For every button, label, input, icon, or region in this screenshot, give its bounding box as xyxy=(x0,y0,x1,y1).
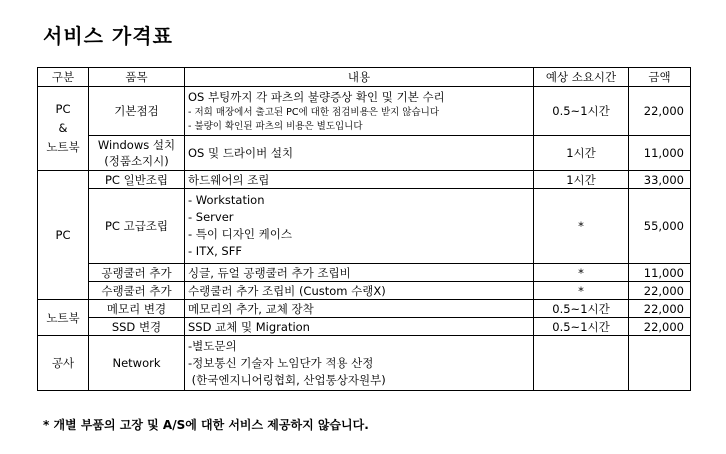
table-row xyxy=(38,336,691,391)
content-cell: OS 및 드라이버 설치 xyxy=(185,136,534,171)
item-cell: 메모리 변경 xyxy=(89,300,185,318)
page-title: 서비스 가격표 xyxy=(43,24,173,48)
group-pc: PC xyxy=(38,171,89,300)
content-cell: 메모리의 추가, 교체 장착 xyxy=(185,300,534,318)
time-cell: 0.5~1시간 xyxy=(534,87,629,136)
price-cell: 33,000 xyxy=(629,171,691,189)
item-cell: PC 고급조립 xyxy=(89,189,185,264)
group-label-line: PC xyxy=(55,102,71,116)
table-row xyxy=(38,171,691,189)
header-item: 품목 xyxy=(89,68,185,87)
table-row xyxy=(38,300,691,318)
content-cell xyxy=(185,87,534,136)
time-cell: 1시간 xyxy=(534,136,629,171)
content-cell: 수랭쿨러 추가 조립비 (Custom 수랭X) xyxy=(185,282,534,300)
table-row xyxy=(38,136,691,171)
item-cell: Network xyxy=(89,336,185,391)
group-label-line: & xyxy=(58,121,68,135)
price-cell: 11,000 xyxy=(629,136,691,171)
item-cell: 공랭쿨러 추가 xyxy=(89,264,185,282)
price-cell: 22,000 xyxy=(629,318,691,336)
header-category: 구분 xyxy=(38,68,89,87)
content-line: - Server xyxy=(188,210,234,224)
table-row xyxy=(38,189,691,264)
content-cell xyxy=(185,336,534,391)
content-cell xyxy=(185,189,534,264)
content-line: - ITX, SFF xyxy=(188,244,242,258)
price-cell: 22,000 xyxy=(629,282,691,300)
content-line: - 특이 디자인 케이스 xyxy=(188,227,292,241)
item-cell: 기본점검 xyxy=(89,87,185,136)
group-notebook: 노트북 xyxy=(38,300,89,336)
item-line: (정품소지시) xyxy=(104,154,169,168)
group-label-line: 노트북 xyxy=(46,140,80,154)
price-cell: 11,000 xyxy=(629,264,691,282)
group-construction: 공사 xyxy=(38,336,89,391)
price-cell: 22,000 xyxy=(629,300,691,318)
time-cell: * xyxy=(534,189,629,264)
time-cell: 0.5~1시간 xyxy=(534,300,629,318)
table-row xyxy=(38,282,691,300)
time-cell: * xyxy=(534,264,629,282)
price-cell: 55,000 xyxy=(629,189,691,264)
content-note: - 저희 매장에서 출고된 PC에 대한 점검비용은 받지 않습니다 xyxy=(188,106,440,118)
time-cell: 1시간 xyxy=(534,171,629,189)
item-cell xyxy=(89,136,185,171)
header-content: 내용 xyxy=(185,68,534,87)
table-row xyxy=(38,87,691,136)
time-cell xyxy=(534,336,629,391)
content-line: (한국엔지니어링협회, 산업통상자원부) xyxy=(188,372,386,387)
header-price: 금액 xyxy=(629,68,691,87)
time-cell: * xyxy=(534,282,629,300)
content-line: -정보통신 기술자 노임단가 적용 산정 xyxy=(188,355,374,370)
price-table xyxy=(37,67,691,391)
item-cell: 수랭쿨러 추가 xyxy=(89,282,185,300)
item-cell: SSD 변경 xyxy=(89,318,185,336)
item-line: Windows 설치 xyxy=(97,138,176,152)
header-time: 예상 소요시간 xyxy=(534,68,629,87)
item-cell: PC 일반조립 xyxy=(89,171,185,189)
content-cell: SSD 교체 및 Migration xyxy=(185,318,534,336)
footnote: * 개별 부품의 고장 및 A/S에 대한 서비스 제공하지 않습니다. xyxy=(43,418,369,432)
group-pc-notebook xyxy=(38,87,89,171)
price-cell: 22,000 xyxy=(629,87,691,136)
time-cell: 0.5~1시간 xyxy=(534,318,629,336)
content-cell: 싱글, 듀얼 공랭쿨러 추가 조립비 xyxy=(185,264,534,282)
content-note: - 불량이 확인된 파츠의 비용은 별도입니다 xyxy=(188,120,363,132)
content-main: OS 부팅까지 각 파츠의 불량증상 확인 및 기본 수리 xyxy=(188,89,445,104)
content-line: - Workstation xyxy=(188,193,265,207)
table-row xyxy=(38,318,691,336)
table-row xyxy=(38,264,691,282)
header-row xyxy=(38,68,691,87)
content-cell: 하드웨어의 조립 xyxy=(185,171,534,189)
content-line: -별도문의 xyxy=(188,338,237,353)
price-cell xyxy=(629,336,691,391)
